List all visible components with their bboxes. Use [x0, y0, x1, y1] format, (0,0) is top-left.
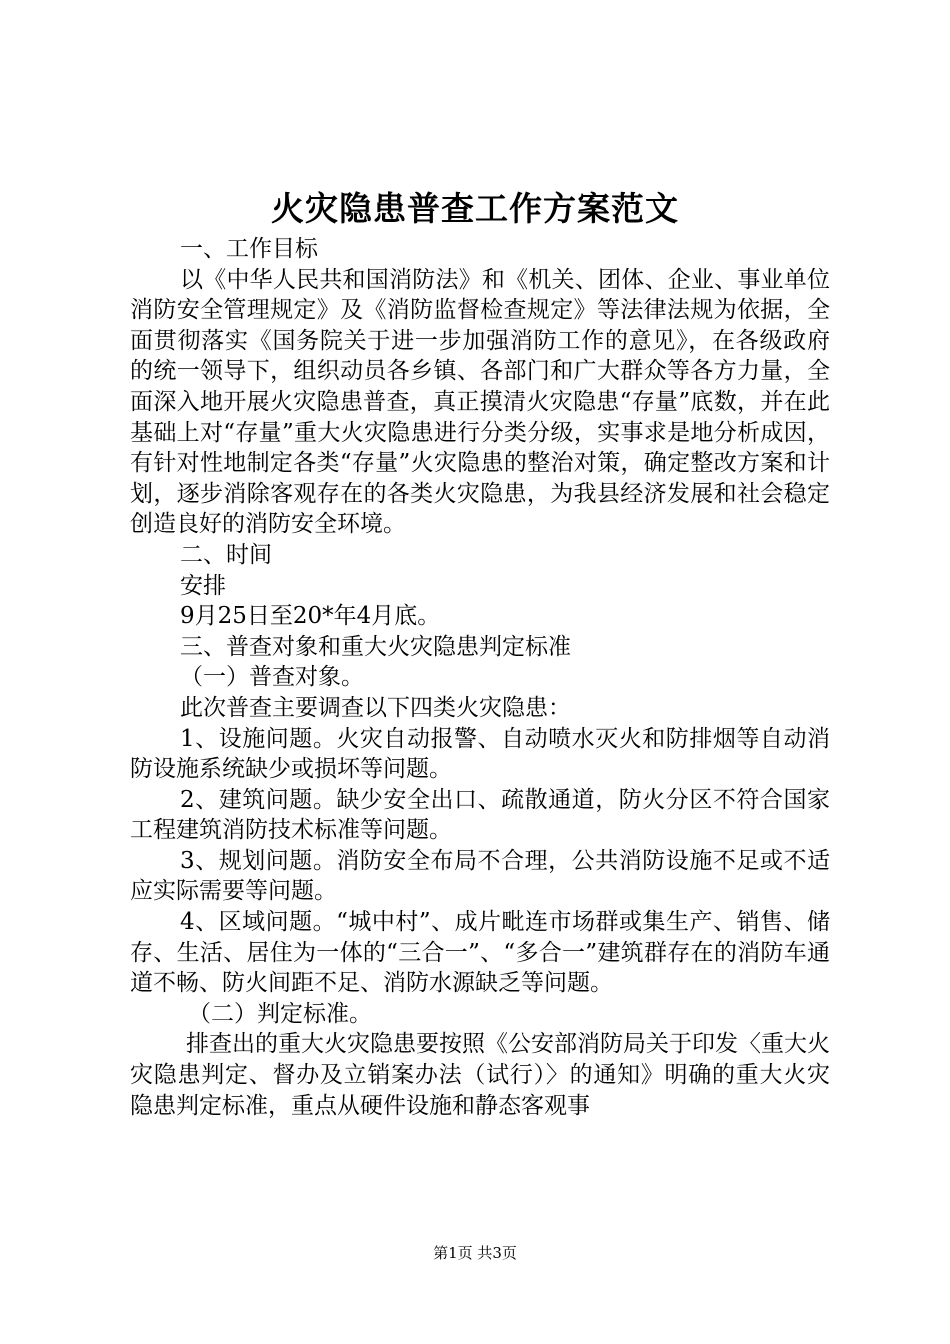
section-heading-goal: 一、工作目标: [180, 236, 318, 262]
section-heading-objects: 三、普查对象和重大火灾隐患判定标准: [180, 633, 571, 660]
page-footer: 第1页 共3页: [433, 1244, 517, 1262]
paragraph-date-range: 9月25日至20*年4月底。: [180, 603, 441, 630]
list-item-buildings: 2、建筑问题。缺少安全出口、疏散通道，防火分区不符合国家工程建筑消防技术标准等问题。: [130, 786, 830, 844]
document-title: 火灾隐患普查工作方案范文: [271, 189, 679, 228]
paragraph-criteria: 排查出的重大火灾隐患要按照《公安部消防局关于印发〈重大火灾隐患判定、督办及立销案办法（试行）〉的通知》明确的重大火灾隐患判定标准，重点从硬件设施和静态客观事: [130, 1031, 830, 1119]
paragraph-intro: 此次普查主要调查以下四类火灾隐患：: [180, 694, 571, 721]
list-item-facilities: 1、设施问题。火灾自动报警、自动喷水灭火和防排烟等自动消防设施系统缺少或损坏等问题。: [130, 725, 830, 783]
document-body: [130, 234, 830, 1121]
paragraph-arrangement: 安排: [180, 572, 226, 599]
paragraph-goal: 以《中华人民共和国消防法》和《机关、团体、企业、事业单位消防安全管理规定》及《消防监督检查规定》等法律法规为依据，全面贯彻落实《国务院关于进一步加强消防工作的意见》，在各级政府的统一领导下，组织动员各乡镇、各部门和广大群众等各方力量，全面深入地开展火灾隐患普查，真正摸清火灾隐患“存量”底数，并在此基础上对“存量”重大火灾隐患进行分类分级，实事求是地分析成因，有针对性地制定各类“存量”火灾隐患的整治对策，确定整改方案和计划，逐步消除客观存在的各类火灾隐患，为我县经济发展和社会稳定创造良好的消防安全环境。: [130, 266, 830, 538]
section-heading-time: 二、时间: [180, 541, 272, 568]
list-item-regions: 4、区域问题。“城中村”、成片毗连市场群或集生产、销售、储存、生活、居住为一体的“三合一”、“多合一”建筑群存在的消防车通道不畅、防火间距不足、消防水源缺乏等问题。: [130, 909, 830, 997]
list-item-planning: 3、规划问题。消防安全布局不合理，公共消防设施不足或不适应实际需要等问题。: [130, 847, 830, 905]
subheading-objects: （一）普查对象。: [180, 664, 364, 691]
subheading-criteria: （二）判定标准。: [188, 1000, 372, 1027]
